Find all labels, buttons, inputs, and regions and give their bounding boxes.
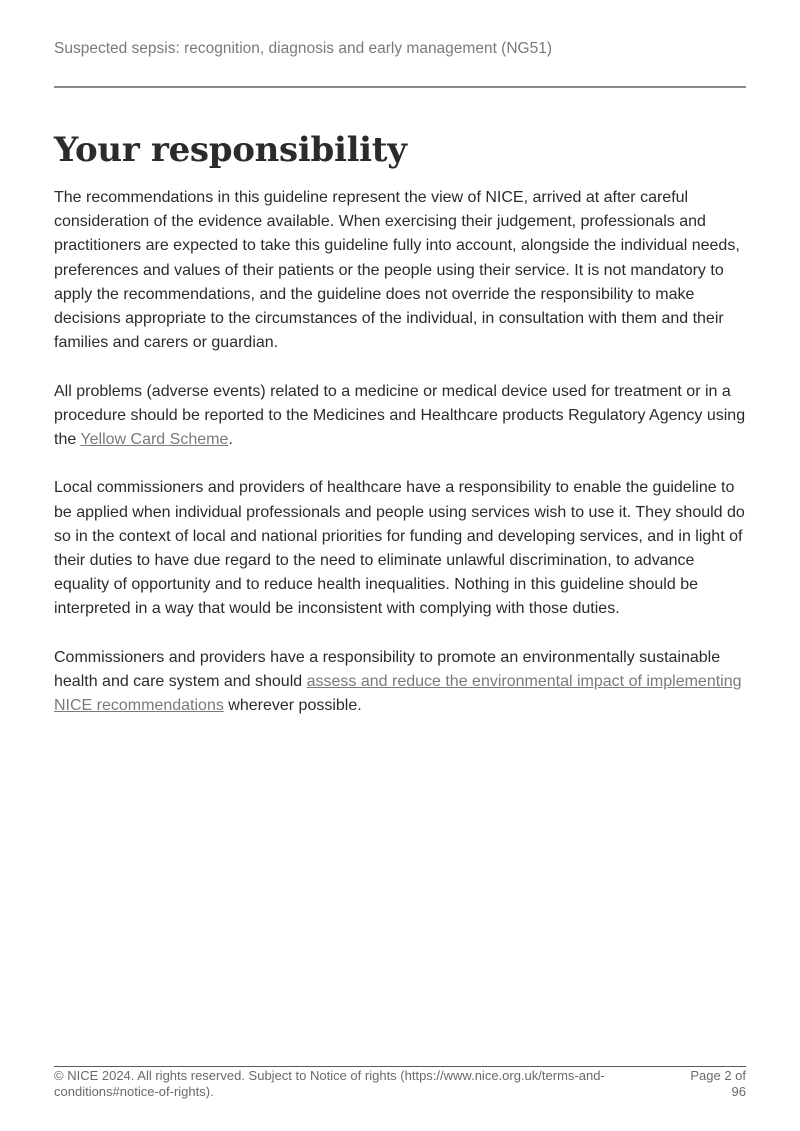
yellow-card-scheme-link[interactable]: Yellow Card Scheme <box>80 431 229 449</box>
page-footer <box>54 1068 746 1099</box>
paragraph-text: All problems (adverse events) related to a medicine or medical device used for treatment or in a procedure should be reported to the Medicines and Healthcare products Regulatory Agency using the <box>54 382 746 449</box>
page-title: Your responsibility <box>54 130 407 170</box>
page-number: Page 2 of 96 <box>690 1068 746 1099</box>
paragraph-recommendations: The recommendations in this guideline represent the view of NICE, arrived at after careful consideration of the evidence available. When exercising their judgement, professionals and practitioners are expected to take this guideline fully into account, alongside the individual needs, preferences and values of their patients or the people using their service. It is not mandatory to apply the recommendations, and the guideline does not override the responsibility to make decisions appropriate to the circumstances of the individual, in consultation with them and their families and carers or guardian. <box>54 189 740 352</box>
environmental-impact-link[interactable]: assess and reduce the environmental impact of implementing NICE recommendations <box>54 673 742 715</box>
copyright-notice: © NICE 2024. All rights reserved. Subject to Notice of rights (https://www.nice.org.uk/terms-and-conditions#notice-of-rights). <box>54 1068 605 1099</box>
body-content <box>54 186 746 743</box>
paragraph-environmental <box>54 646 746 719</box>
paragraph-text: . <box>228 431 233 449</box>
footer-divider <box>54 1066 746 1067</box>
header-divider <box>54 86 746 88</box>
paragraph-local-commissioners: Local commissioners and providers of healthcare have a responsibility to enable the guideline to be applied when individual professionals and people using services wish to use it. They should do so in the context of local and national priorities for funding and developing services, and in light of their duties to have due regard to the need to eliminate unlawful discrimination, to advance equality of opportunity and to reduce health inequalities. Nothing in this guideline should be interpreted in a way that would be inconsistent with complying with those duties. <box>54 479 745 618</box>
paragraph-adverse-events <box>54 380 746 453</box>
running-header: Suspected sepsis: recognition, diagnosis and early management (NG51) <box>54 40 552 57</box>
paragraph-text: wherever possible. <box>223 697 362 715</box>
paragraph-text: Commissioners and providers have a responsibility to promote an environmentally sustainable health and care system and should <box>54 648 721 691</box>
